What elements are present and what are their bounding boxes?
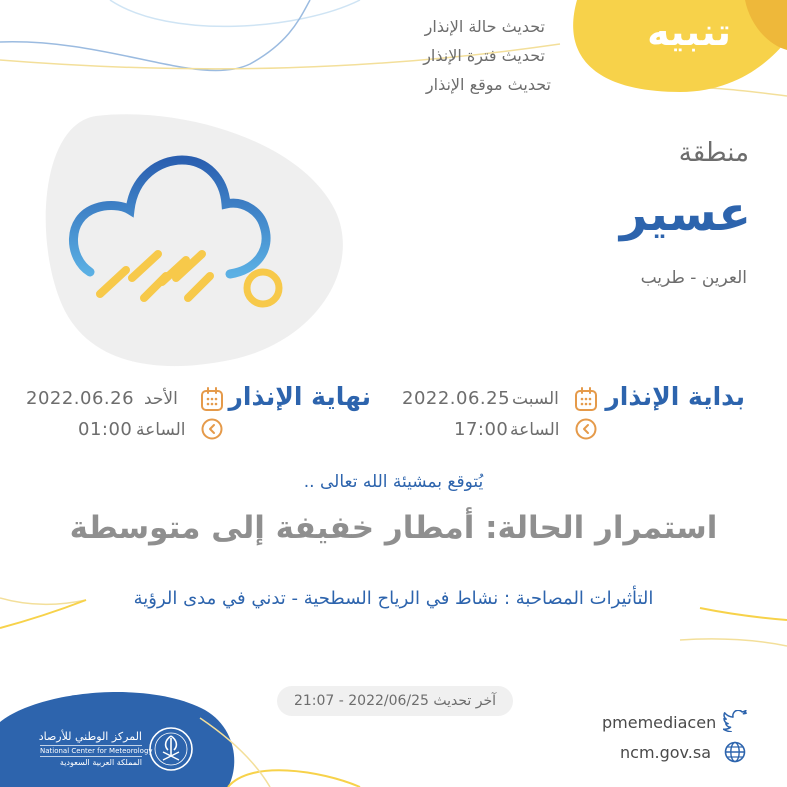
update-item-location: تحديث موقع الإنذار: [425, 75, 551, 94]
alert-tag: تنبيه: [647, 10, 731, 54]
cloud-rain-sun-icon: [60, 150, 300, 320]
ncm-emblem-icon: [148, 726, 194, 772]
website-link[interactable]: ncm.gov.sa: [620, 743, 712, 762]
warning-end-time: 01:00: [78, 419, 133, 440]
forecast-effects: التأثيرات المصاحبة : نشاط في الرياح السطحية - تدني في مدى الرؤية: [133, 588, 654, 609]
warning-start-day: السبت: [512, 389, 559, 409]
update-list: [423, 12, 551, 99]
warning-start-title: بداية الإنذار: [605, 382, 745, 411]
org-country-arabic: المملكة العربية السعودية: [59, 758, 142, 767]
region-name: عسير: [619, 186, 751, 242]
globe-icon[interactable]: [724, 741, 746, 763]
clock-icon: [575, 418, 597, 440]
org-name-english: National Center for Meteorology: [40, 747, 153, 755]
update-item-period: تحديث فترة الإنذار: [423, 46, 545, 65]
warning-end-day: الأحد: [144, 389, 178, 409]
update-item-status: تحديث حالة الإنذار: [424, 17, 545, 36]
forecast-intro: يُتوقع بمشيئة الله تعالى ..: [303, 472, 484, 492]
twitter-handle[interactable]: pmemediacen: [602, 713, 717, 732]
warning-end-time-label: الساعة: [136, 420, 186, 440]
warning-start-date: 2022.06.25: [402, 388, 511, 409]
calendar-icon: [574, 386, 598, 412]
warning-start-time: 17:00: [454, 419, 509, 440]
forecast-condition: استمرار الحالة: أمطار خفيفة إلى متوسطة: [69, 510, 718, 546]
warning-end-date: 2022.06.26: [26, 388, 135, 409]
clock-icon: [201, 418, 223, 440]
calendar-icon: [200, 386, 224, 412]
region-label: منطقة: [678, 138, 749, 168]
last-update-badge: آخر تحديث 2022/06/25 - 21:07: [277, 686, 513, 716]
region-subareas: العرين - طريب: [640, 268, 747, 288]
warning-end-title: نهاية الإنذار: [228, 382, 371, 411]
warning-start-time-label: الساعة: [510, 420, 560, 440]
twitter-icon[interactable]: [723, 710, 749, 732]
org-name-arabic: المركز الوطني للأرصاد: [38, 730, 142, 743]
